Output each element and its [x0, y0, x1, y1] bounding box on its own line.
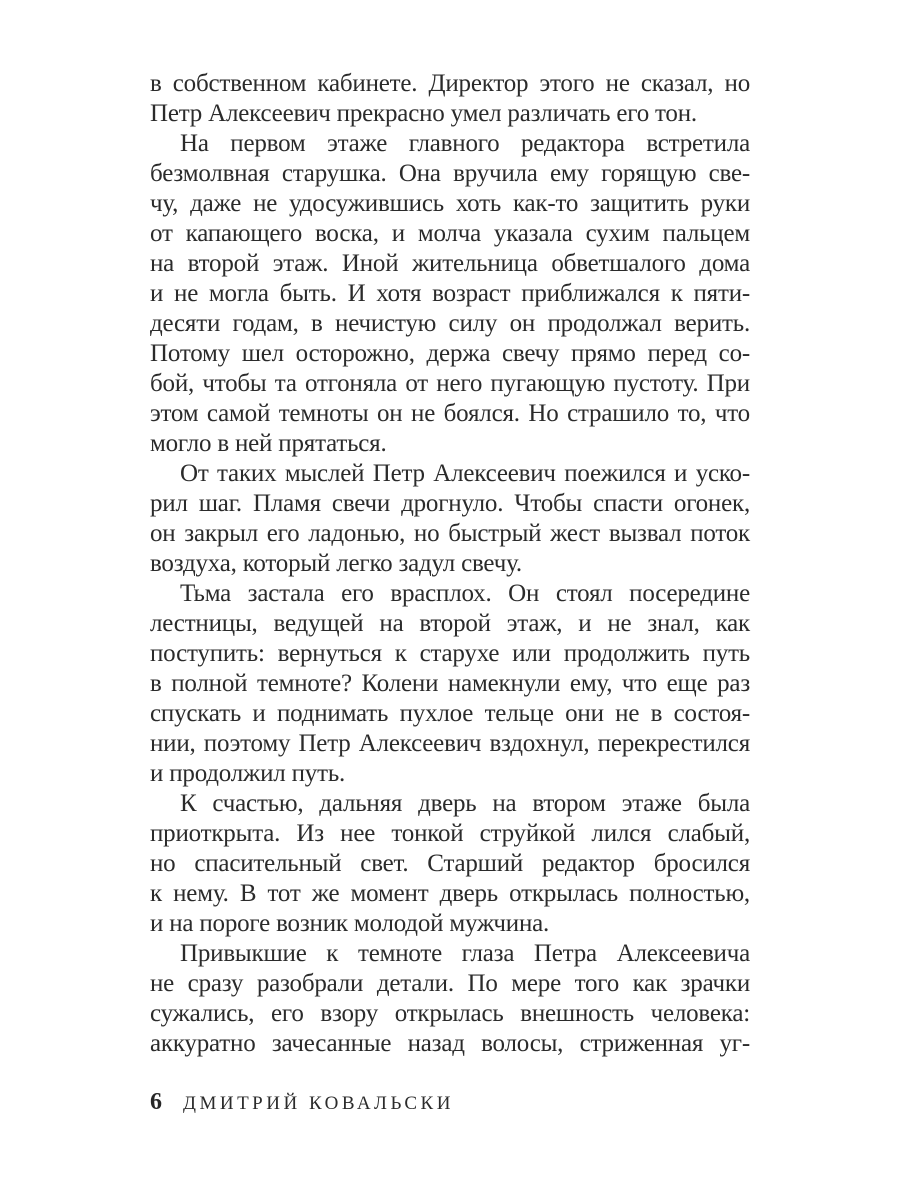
text-line: спускать и поднимать пухлое тельце они не в состоя-	[150, 700, 750, 727]
text-line: На первом этаже главного редактора встретила	[180, 130, 750, 157]
text-line: не сразу разобрали детали. По мере того как зрачки	[150, 970, 750, 997]
text-line: воздуха, который легко задул свечу.	[150, 550, 522, 577]
text-line: и на пороге возник молодой мужчина.	[150, 910, 550, 937]
footer-author: ДМИТРИЙ КОВАЛЬСКИ	[183, 1093, 454, 1114]
text-line: на второй этаж. Иной жительница обветшалого дома	[150, 250, 750, 277]
page-text	[150, 69, 750, 1059]
text-line: десяти годам, в нечистую силу он продолжал верить.	[150, 310, 750, 337]
text-line: Потому шел осторожно, держа свечу прямо перед со-	[150, 340, 750, 367]
text-line: бой, чтобы та отгоняла от него пугающую пустоту. При	[150, 370, 750, 397]
page-number: 6	[150, 1089, 162, 1115]
text-line: этом самой темноты он не боялся. Но страшило то, что	[150, 400, 750, 427]
text-line: к нему. В тот же момент дверь открылась полностью,	[150, 880, 750, 907]
text-line: и не могла быть. И хотя возраст приближался к пяти-	[150, 280, 750, 307]
text-line: От таких мыслей Петр Алексеевич поежился и уско-	[180, 460, 750, 487]
text-line: безмолвная старушка. Она вручила ему горящую све-	[150, 160, 750, 187]
text-line: Тьма застала его врасплох. Он стоял посередине	[180, 580, 750, 607]
page-footer	[150, 1090, 454, 1116]
text-line: от капающего воска, и молча указала сухим пальцем	[150, 220, 750, 247]
text-line: нии, поэтому Петр Алексеевич вздохнул, перекрестился	[150, 730, 750, 757]
text-line: рил шаг. Пламя свечи дрогнуло. Чтобы спасти огонек,	[150, 490, 750, 517]
text-line: К счастью, дальняя дверь на втором этаже была	[180, 790, 750, 817]
text-line: могло в ней прятаться.	[150, 430, 387, 457]
text-line: в полной темноте? Колени намекнули ему, что еще раз	[150, 670, 750, 697]
text-line: чу, даже не удосужившись хоть как-то защитить руки	[150, 190, 750, 217]
text-line: лестницы, ведущей на второй этаж, и не знал, как	[150, 610, 750, 637]
text-line: сужались, его взору открылась внешность человека:	[150, 1000, 750, 1027]
text-line: в собственном кабинете. Директор этого не сказал, но	[150, 70, 750, 97]
text-line: приоткрыта. Из нее тонкой струйкой лился слабый,	[150, 820, 750, 847]
text-line: Петр Алексеевич прекрасно умел различать его тон.	[150, 100, 697, 127]
text-line: аккуратно зачесанные назад волосы, стриженная уг-	[150, 1030, 750, 1057]
text-line: он закрыл его ладонью, но быстрый жест вызвал поток	[150, 520, 750, 547]
text-line: и продолжил путь.	[150, 760, 346, 787]
text-line: поступить: вернуться к старухе или продолжить путь	[150, 640, 750, 667]
text-line: Привыкшие к темноте глаза Петра Алексеевича	[180, 940, 750, 967]
text-line: но спасительный свет. Старший редактор бросился	[150, 850, 750, 877]
